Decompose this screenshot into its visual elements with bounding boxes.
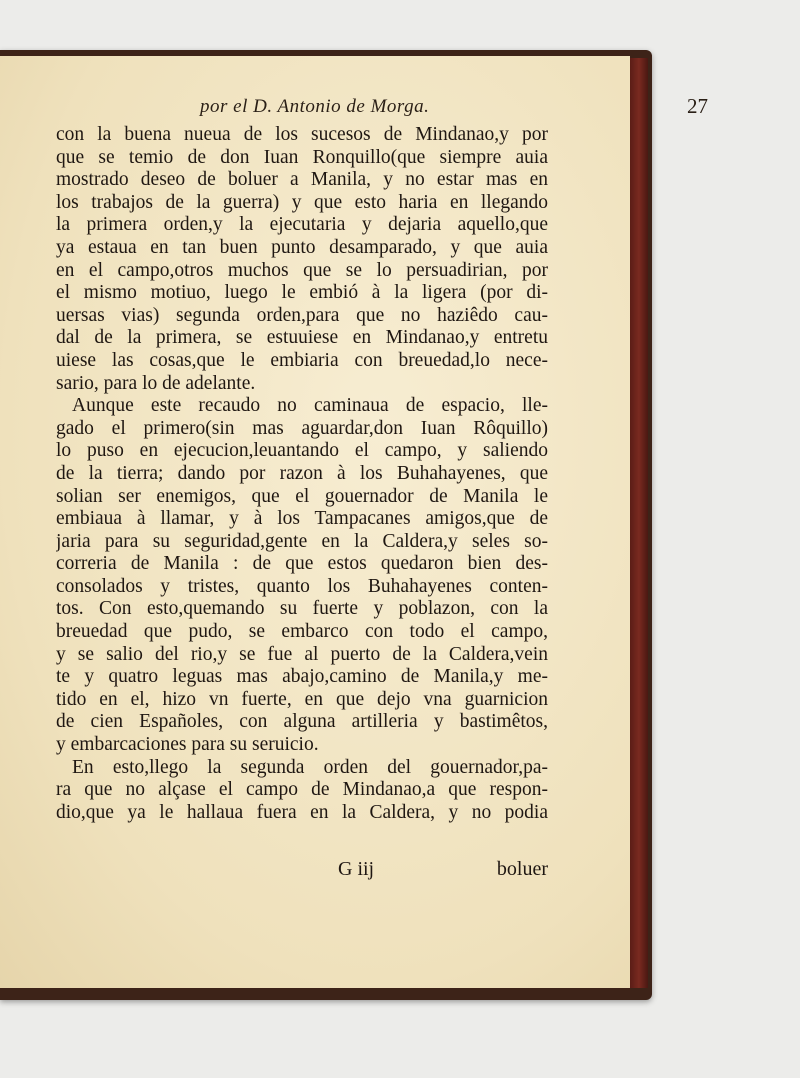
text-line: y embarcaciones para su seruicio. xyxy=(56,734,319,756)
text-line: y se salio del rio,y se fue al puerto de la Caldera,vein xyxy=(56,643,548,665)
text-line: de cien Españoles, con alguna artilleria y bastimêtos, xyxy=(56,711,548,733)
text-line: de la tierra; dando por razon à los Buhahayenes, que xyxy=(56,462,548,484)
text-line: te y quatro leguas mas abajo,camino de Manila,y me- xyxy=(56,666,548,688)
text-line: uiese las cosas,que le embiaria con breuedad,lo nece- xyxy=(56,349,548,371)
text-line: correria de Manila : de que estos quedaron bien des- xyxy=(56,553,548,575)
page-header xyxy=(60,94,708,122)
text-line: gado el primero(sin mas aguardar,don Iuan Rôquillo) xyxy=(56,417,548,439)
text-line: ya estaua en tan buen punto desamparado, y que auia xyxy=(56,236,548,258)
page-footer xyxy=(56,858,548,882)
book-fore-edge xyxy=(630,58,648,988)
text-line: los trabajos de la guerra) y que esto haria en llegando xyxy=(56,191,548,213)
text-line: dal de la primera, se estuuiese en Mindanao,y entretu xyxy=(56,327,548,349)
page-body xyxy=(56,124,548,824)
text-line: solian ser enemigos, que el gouernador de Manila le xyxy=(56,485,548,507)
text-line: sario, para lo de adelante. xyxy=(56,372,256,394)
catchword: boluer xyxy=(496,858,548,880)
text-line: lo puso en ejecucion,leuantando el campo, y saliendo xyxy=(56,440,548,462)
text-line: ra que no alçase el campo de Mindanao,a que respon- xyxy=(56,779,548,801)
text-line: breuedad que pudo, se embarco con todo el campo, xyxy=(56,621,548,643)
text-line: tos. Con esto,quemando su fuerte y poblazon, con la xyxy=(56,598,548,620)
text-line: Aunque este recaudo no caminaua de espacio, lle- xyxy=(72,395,548,417)
signature-mark: G iij xyxy=(338,858,375,880)
text-line: tido en el, hizo vn fuerte, en que dejo vna guarnicion xyxy=(56,688,548,710)
text-line: consolados y tristes, quanto los Buhahayenes conten- xyxy=(56,575,548,597)
text-line: uersas vias) segunda orden,para que no haziêdo cau- xyxy=(56,304,548,326)
text-line: dio,que ya le hallaua fuera en la Caldera, y no podia xyxy=(56,801,548,823)
text-line: que se temio de don Iuan Ronquillo(que siempre auia xyxy=(56,146,548,168)
text-line: la primera orden,y la ejecutaria y dejaria aquello,que xyxy=(56,214,548,236)
text-line: en el campo,otros muchos que se lo persuadirian, por xyxy=(56,259,548,281)
text-line: mostrado deseo de boluer a Manila, y no estar mas en xyxy=(56,169,548,191)
folio-number: 27 xyxy=(687,94,708,118)
text-line: En esto,llego la segunda orden del gouernador,pa- xyxy=(72,756,548,778)
running-title: por el D. Antonio de Morga. xyxy=(200,96,430,117)
text-line: embiaua à llamar, y à los Tampacanes amigos,que de xyxy=(56,508,548,530)
text-line: el mismo motiuo, luego le embió à la ligera (por di- xyxy=(56,282,548,304)
text-line: con la buena nueua de los sucesos de Mindanao,y por xyxy=(56,124,548,145)
text-line: jaria para su seguridad,gente en la Caldera,y seles so- xyxy=(56,530,548,552)
